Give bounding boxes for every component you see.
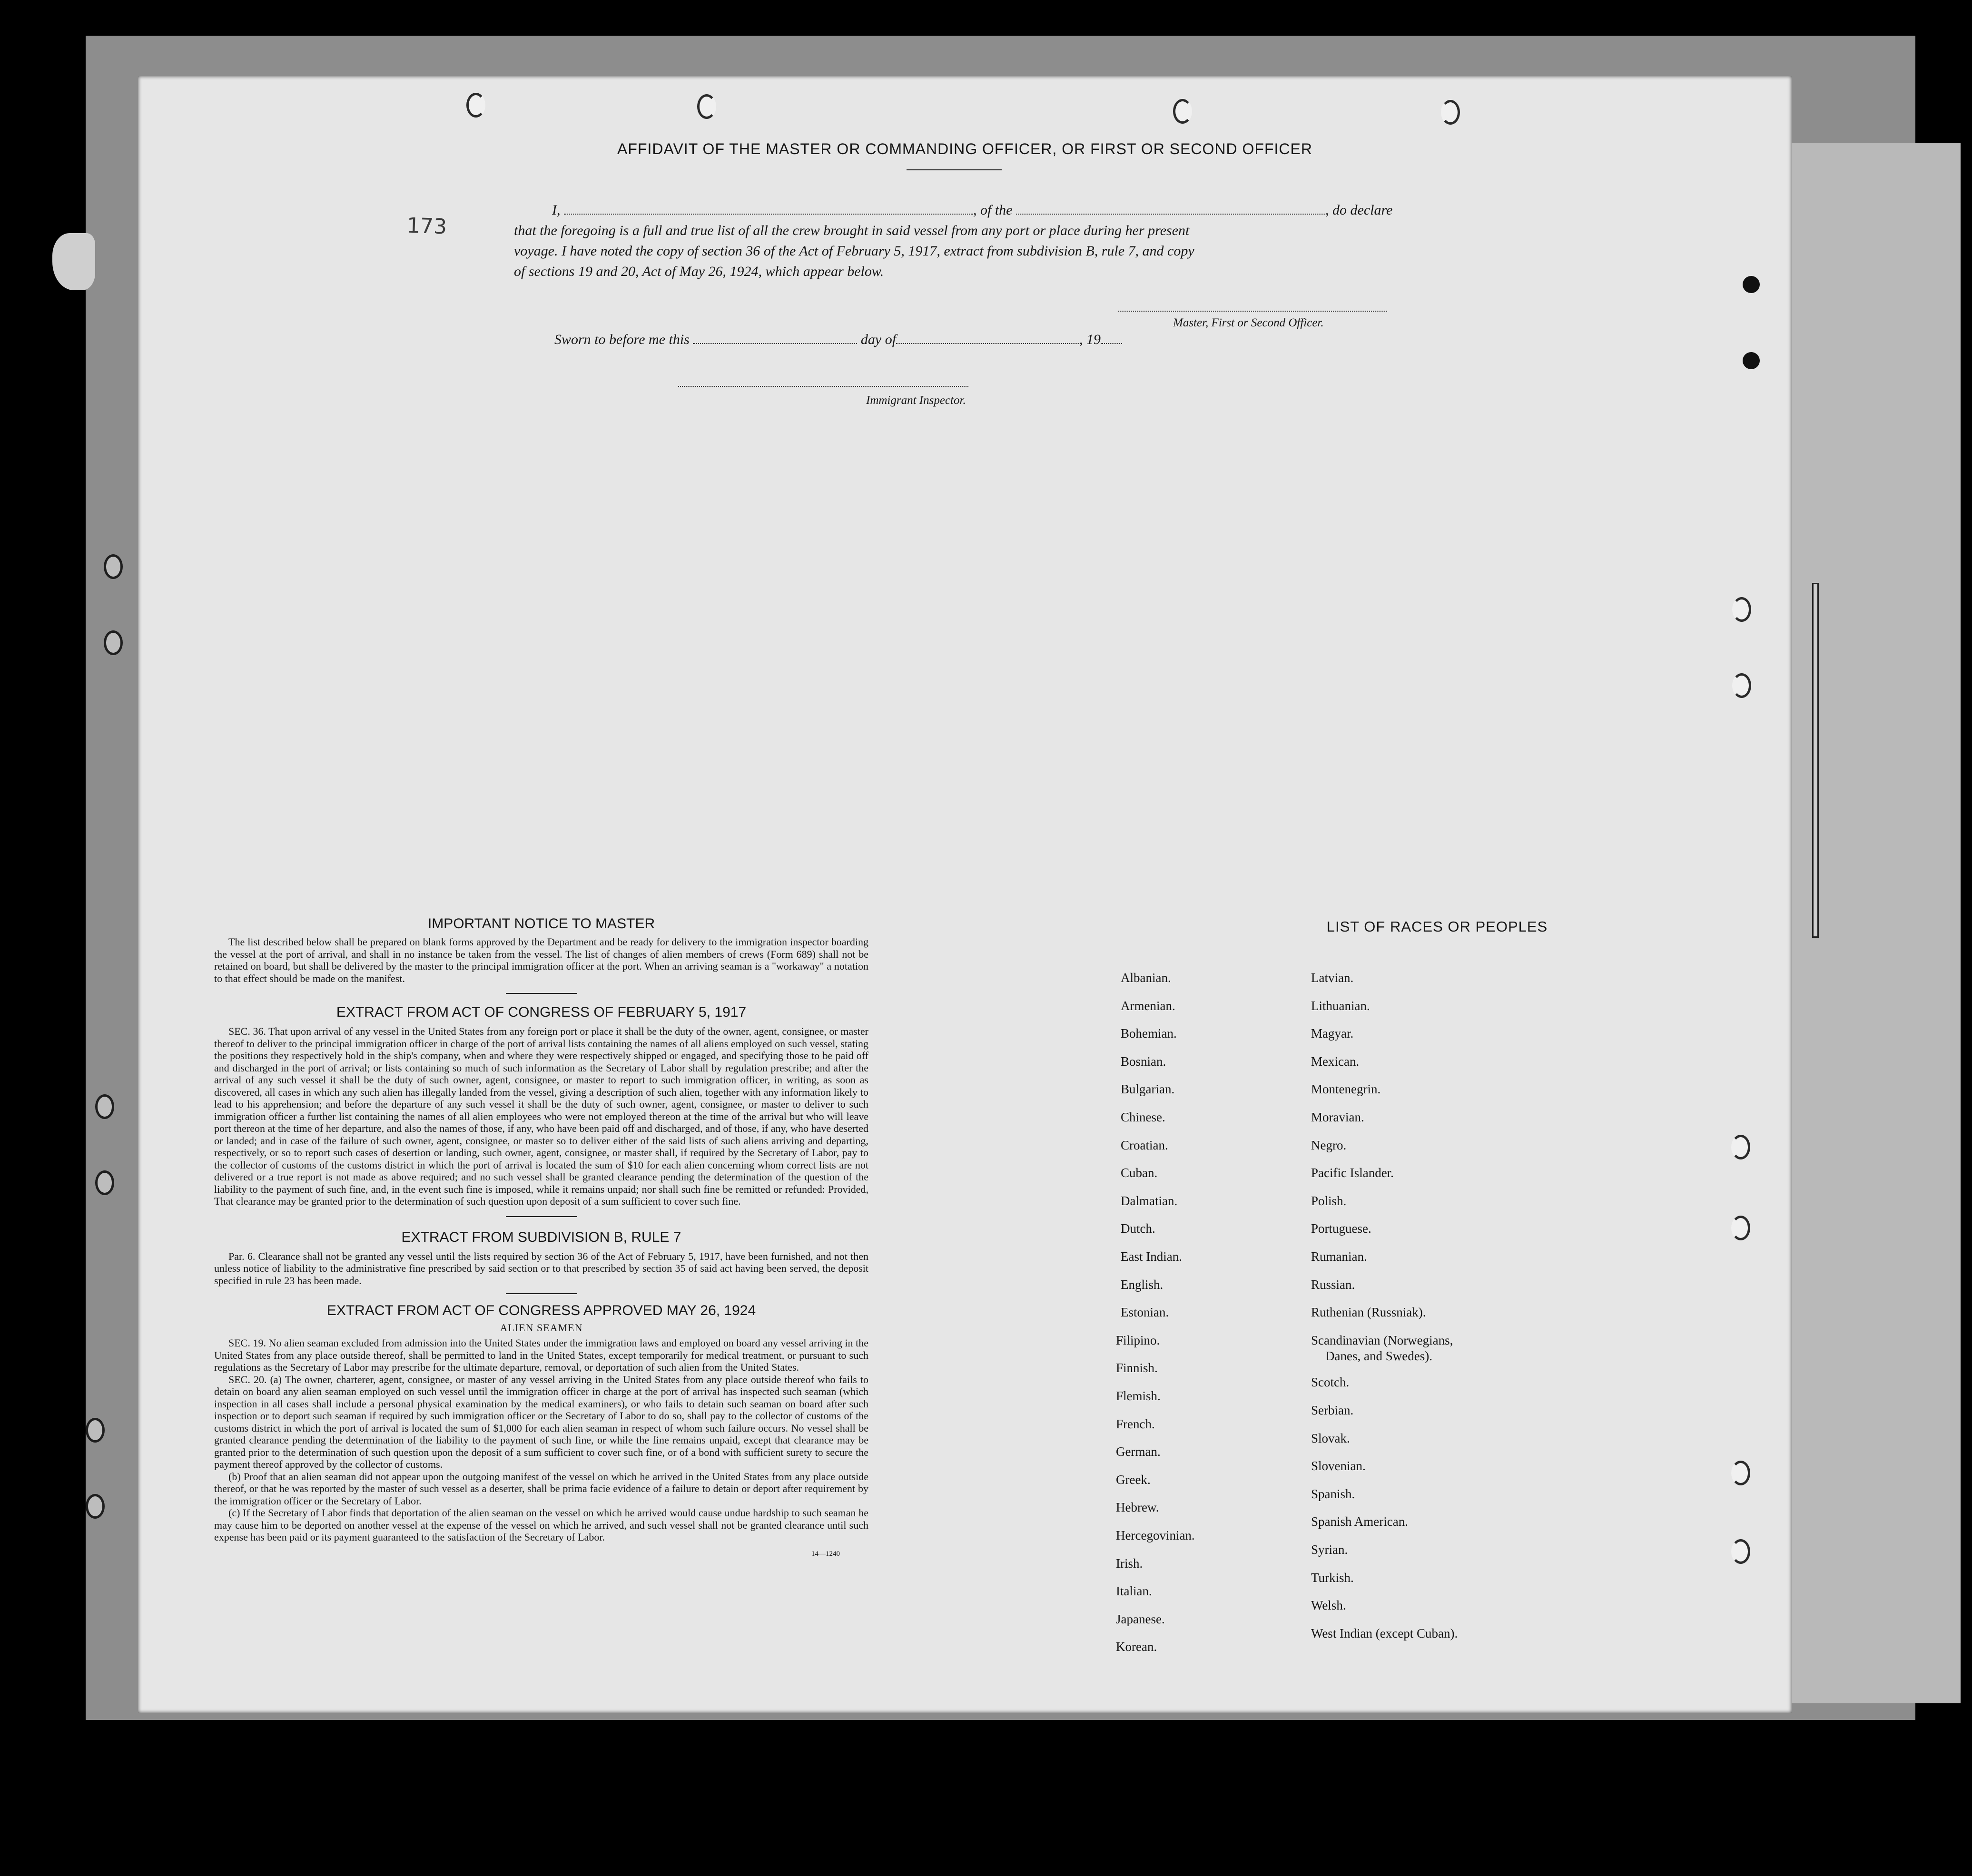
extract-rule7-body: Par. 6. Clearance shall not be granted any vessel until the lists required by section 36 of the Act of February 5, 1917, have been furnished, and not then unless notice of liability to the administrative fine prescribed by said section or to that prescribed by section 35 of said act having been served, the deposit specified in rule 23 has been made. [214,1250,868,1287]
race-item: Polish. [1311,1193,1347,1208]
section-divider [506,993,577,994]
tape-mark-icon [1743,352,1760,369]
race-item: Welsh. [1311,1598,1346,1613]
notice-body: The list described below shall be prepared on blank forms approved by the Department and be ready for delivery to the immigration inspector boarding the vessel at the port of arrival, and shall in no instance be taken from the vessel. The list of changes of alien members of crews (Form 689) shall not be retained on board, but shall be delivered by the master to the principal immigration officer at the port. When an arriving seaman is a "workaway" a notation to that effect should be made on the manifest. [214,936,868,984]
race-item: East Indian. [1121,1249,1182,1264]
affidavit-i-label: I, [552,202,561,218]
binding-hole-icon [95,1170,114,1195]
race-item: Dalmatian. [1121,1193,1178,1208]
race-item: Moravian. [1311,1110,1364,1124]
race-item: Bohemian. [1121,1026,1177,1041]
binding-hole-icon [104,554,123,579]
title-underline [907,169,1002,170]
race-item: Bulgarian. [1121,1082,1175,1097]
race-item: Turkish. [1311,1570,1354,1585]
race-item: Hercegovinian. [1116,1528,1195,1542]
race-item: Latvian. [1311,971,1354,985]
extract-1924-subtitle: ALIEN SEAMEN [500,1322,583,1334]
race-item: Pacific Islander. [1311,1166,1394,1180]
section-divider [506,1293,577,1294]
sec-20b-body: (b) Proof that an alien seaman did not appear upon the outgoing manifest of the vessel on which he arrived in the United States from any place outside thereof, or that he was reported by the master of such vessel as a deserter, shall be prima facie evidence of a failure to detain or deport after requirement by the immigration officer or the Secretary of Labor. [214,1470,868,1507]
race-item: German. [1116,1444,1161,1459]
race-item: Korean. [1116,1640,1157,1654]
race-item: Chinese. [1121,1110,1165,1124]
race-item: Spanish. [1311,1486,1355,1501]
race-item: Armenian. [1121,998,1175,1013]
day-of-label: day of [860,332,897,347]
race-item: Hebrew. [1116,1500,1159,1515]
year-label: , 19 [1079,332,1101,347]
sworn-day-field[interactable] [693,343,857,344]
master-name-field[interactable] [564,214,973,215]
race-item: Cuban. [1121,1166,1158,1180]
margin-note: 173 [406,213,447,239]
race-item: Syrian. [1311,1542,1348,1557]
race-item: Spanish American. [1311,1514,1408,1529]
race-item: Negro. [1311,1138,1347,1152]
signature-label: Master, First or Second Officer. [1173,316,1324,329]
race-item: Slovak. [1311,1431,1350,1445]
notice-title: IMPORTANT NOTICE TO MASTER [427,916,655,932]
race-item: Irish. [1116,1556,1143,1571]
underlying-table-edge [1812,583,1819,938]
race-item: English. [1121,1277,1163,1292]
extract-1917-title: EXTRACT FROM ACT OF CONGRESS OF FEBRUARY 5, 1917 [336,1004,747,1020]
race-item: Mexican. [1311,1054,1360,1069]
section-divider [506,1216,577,1217]
race-item: Dutch. [1121,1221,1155,1236]
race-item: West Indian (except Cuban). [1311,1626,1458,1640]
race-item: Scandinavian (Norwegians, [1311,1333,1453,1347]
race-item: Slovenian. [1311,1459,1366,1473]
document-page [138,76,1792,1713]
affidavit-line-3: voyage. I have noted the copy of section 36 of the Act of February 5, 1917, extract from subdivision B, rule 7, and copy [514,243,1194,259]
race-item: Albanian. [1121,971,1171,985]
race-item: Estonian. [1121,1305,1169,1320]
binding-hole-icon [95,1094,114,1119]
of-the-label: , of the [973,202,1013,218]
race-item-continuation: Danes, and Swedes). [1325,1348,1432,1363]
binding-hole-icon [104,630,123,655]
form-number: 14—1240 [811,1550,840,1558]
legal-notices [214,916,868,1558]
race-item: Montenegrin. [1311,1082,1381,1097]
race-item: Russian. [1311,1277,1355,1292]
race-item: Greek. [1116,1472,1151,1487]
sworn-month-field[interactable] [896,343,1079,344]
race-item: Flemish. [1116,1389,1161,1403]
race-item: Portuguese. [1311,1221,1371,1236]
inspector-signature-line[interactable] [678,386,968,387]
race-item: French. [1116,1416,1155,1431]
races-title: LIST OF RACES OR PEOPLES [1326,918,1548,935]
races-list [1116,76,1758,1713]
race-item: Finnish. [1116,1361,1158,1375]
binding-hole-icon [86,1494,105,1519]
race-item: Filipino. [1116,1333,1160,1347]
tape-mark-icon [1743,276,1760,293]
binding-hole-icon [86,1418,105,1443]
sec-20a-body: SEC. 20. (a) The owner, charterer, agent, consignee, or master of any vessel arriving in the United States from any place outside thereof who fails to detain on board any alien seaman employed on such vessel until the immigration officer in charge at the port of arrival has inspected such seaman (which inspection in all cases shall include a personal physical examination by the medical examiners), or who fails to detain such seaman on board after such inspection or to deport such seaman if required by such immigration officer or the Secretary of Labor to do so, shall pay to the collector of customs of the customs district in which the port of arrival is located the sum of $1,000 for each alien seaman in respect of whom such failure occurs. No vessel shall be granted clearance pending the determination of the liability to the payment of such fine, or while the fine remains unpaid, except that clearance may be granted prior to the determination of such question upon the deposit of a sum sufficient to cover such fine, or of a bond with sufficient surety to secure the payment thereof approved by the collector of customs. [214,1373,868,1470]
race-item: Scotch. [1311,1375,1350,1390]
race-item: Magyar. [1311,1026,1354,1041]
affidavit-title: AFFIDAVIT OF THE MASTER OR COMMANDING OFFICER, OR FIRST OR SECOND OFFICER [617,140,1312,157]
extract-rule7-title: EXTRACT FROM SUBDIVISION B, RULE 7 [401,1229,681,1245]
sec-20c-body: (c) If the Secretary of Labor finds that deportation of the alien seaman on the vessel on which he arrived would cause undue hardship to such seaman he may cause him to be deported on another vessel at the expense of the vessel on which he arrived, and such vessel shall not be granted clearance until such expense has been paid or its payment guaranteed to the satisfaction of the Secretary of Labor. [214,1507,868,1543]
do-declare-label: , do declare [1325,202,1393,218]
sec-19-body: SEC. 19. No alien seaman excluded from admission into the United States under the immigration laws and employed on board any vessel arriving in the United States from any place outside thereof, shall be permitted to land in the United States, except temporarily for medical treatment, or pursuant to such regulations as the Secretary of Labor may prescribe for the ultimate departure, removal, or deportation of such alien from the United States. [214,1337,868,1373]
punch-hole-icon [466,93,485,118]
inspector-label: Immigrant Inspector. [866,394,966,407]
race-item: Bosnian. [1121,1054,1166,1069]
race-item: Croatian. [1121,1138,1168,1152]
affidavit-line-4: of sections 19 and 20, Act of May 26, 1924, which appear below. [514,264,884,279]
race-item: Rumanian. [1311,1249,1367,1264]
extract-1924-title: EXTRACT FROM ACT OF CONGRESS APPROVED MAY 26, 1924 [326,1303,756,1318]
race-item: Italian. [1116,1584,1152,1599]
race-item: Japanese. [1116,1611,1165,1626]
sworn-line [554,332,1122,348]
race-item: Serbian. [1311,1403,1354,1417]
punch-hole-icon [697,94,716,119]
affidavit-line-2: that the foregoing is a full and true list of all the crew brought in said vessel from any port or place during her present [514,223,1190,238]
race-item: Ruthenian (Russniak). [1311,1305,1426,1320]
torn-paper-fragment [52,233,95,290]
race-item: Lithuanian. [1311,998,1370,1013]
sworn-label: Sworn to before me this [554,332,690,347]
extract-1917-body: SEC. 36. That upon arrival of any vessel in the United States from any foreign port or place it shall be the duty of the owner, agent, consignee, or master thereof to deliver to the principal immigration officer in charge of the port of arrival lists containing the names of all aliens employed on such vessel, stating the positions they respectively hold in the ship's company, when and where they were respectively shipped or engaged, and specifying those to be paid off and discharged in the port of arrival; or lists containing so much of such information as the Secretary of Labor shall by regulation prescribe; and after the arrival of any such vessel it shall be the duty of such owner, agent, consignee, or master to report to such immigration officer, in writing, as soon as discovered, all cases in which any such alien has illegally landed from the vessel, giving a description of such alien, together with any information likely to lead to his apprehension; and before the departure of any such vessel it shall be the duty of such owner, agent, consignee, or master to deliver to such immigration officer a further list containing the names of all alien employees who were not employed thereon at the time of the arrival but who will leave port thereon at the time of her departure, and also the names of those, if any, who have been paid off and discharged, and of those, if any, who have deserted or landed; and in case of the failure of such owner, agent, consignee, or master so to deliver either of the said lists of such aliens arriving and departing, respectively, or so to report such cases of desertion or landing, such owner, agent, consignee, or master shall, if required by the Secretary of Labor, pay to the collector of customs of the customs district in which the port of arrival is located the sum of $10 for each alien concerning whom correct lists are not delivered or a true report is not made as above required; and no such vessel shall be granted clearance pending the determination of the question of the liability to the payment of such fine, and, in the event such fine is imposed, while it remains unpaid; nor shall such fine be remitted or refunded: Provided, That clearance may be granted prior to the determination of such question upon deposit of a sum sufficient to cover such fine. [214,1025,868,1207]
